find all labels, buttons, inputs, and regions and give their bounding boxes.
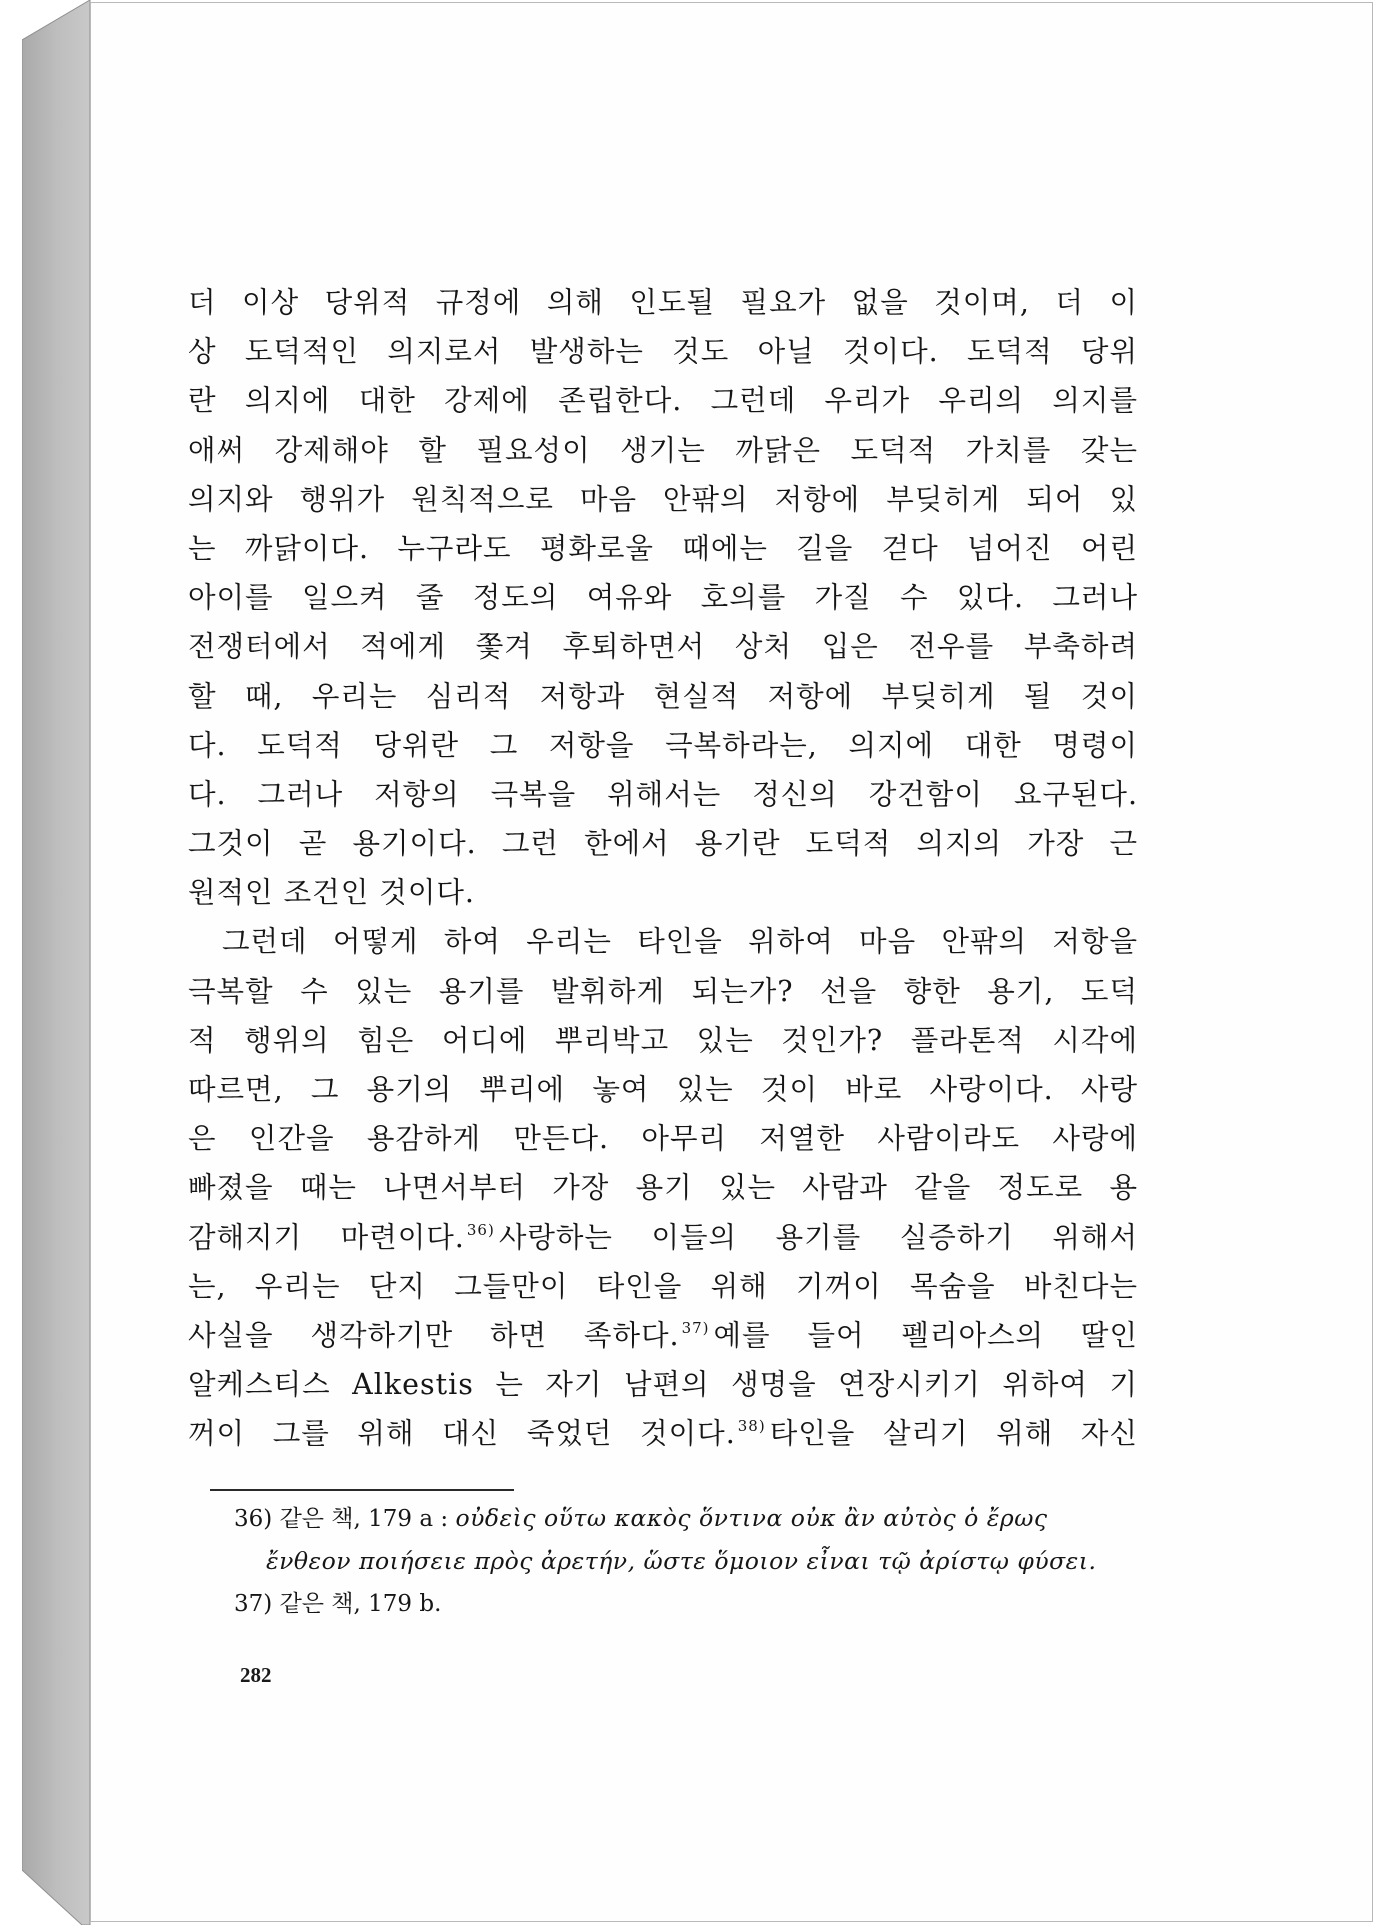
- footnote-36-continuation: [234, 1540, 1134, 1583]
- text-line: 은 인간을 용감하게 만든다. 아무리 저열한 사람이라도 사랑에: [188, 1122, 1138, 1156]
- greek-quote: ἔνθεον ποιήσειε πρὸς ἀρετήν, ὥστε ὅμοιον εἶναι τῷ ἀρίστῳ φύσει.: [266, 1547, 1097, 1575]
- text-segment: 타인을 살리기 위해 자신: [769, 1417, 1138, 1451]
- text-segment: 사랑하는 이들의 용기를 실증하기 위해서: [498, 1220, 1138, 1254]
- text-line: 애써 강제해야 할 필요성이 생기는 까닭은 도덕적 가치를 갖는: [188, 433, 1138, 467]
- footnote-number: 36): [234, 1506, 273, 1532]
- text-line: 란 의지에 대한 강제에 존립한다. 그런데 우리가 우리의 의지를: [188, 384, 1138, 418]
- text-line: 의지와 행위가 원칙적으로 마음 안팎의 저항에 부딪히게 되어 있: [188, 482, 1138, 516]
- footnote-number: 37): [234, 1591, 273, 1617]
- text-segment: 꺼이 그를 위해 대신 죽었던 것이다.: [188, 1417, 736, 1451]
- text-segment: 감해지기 마련이다.: [188, 1220, 465, 1254]
- footnote-37: [234, 1583, 1134, 1625]
- footnote-divider: [210, 1489, 514, 1491]
- footnotes: [234, 1497, 1134, 1625]
- body-text: [188, 278, 1138, 1459]
- text-line: 는, 우리는 단지 그들만이 타인을 위해 기꺼이 목숨을 바친다는: [188, 1269, 1138, 1303]
- text-line: 원적인 조건인 것이다.: [188, 876, 475, 910]
- text-line: 적 행위의 힘은 어디에 뿌리박고 있는 것인가? 플라톤적 시각에: [188, 1023, 1138, 1057]
- text-line: 그런데 어떻게 하여 우리는 타인을 위하여 마음 안팎의 저항을: [222, 925, 1138, 959]
- footnote-citation: 같은 책, 179 a :: [279, 1506, 449, 1532]
- footnote-36: [234, 1497, 1134, 1540]
- text-line: 전쟁터에서 적에게 쫓겨 후퇴하면서 상처 입은 전우를 부축하려: [188, 630, 1138, 664]
- text-line: 빠졌을 때는 나면서부터 가장 용기 있는 사람과 같을 정도로 용: [188, 1171, 1138, 1205]
- text-line: 상 도덕적인 의지로서 발생하는 것도 아닐 것이다. 도덕적 당위: [188, 335, 1138, 369]
- text-line: [188, 1409, 1138, 1458]
- footnote-citation: 같은 책, 179 b.: [279, 1591, 442, 1617]
- text-line: 아이를 일으켜 줄 정도의 여유와 호의를 가질 수 있다. 그러나: [188, 581, 1138, 615]
- book-spine: [22, 0, 92, 1925]
- page-number: 282: [240, 1663, 272, 1687]
- text-line: 더 이상 당위적 규정에 의해 인도될 필요가 없을 것이며, 더 이: [188, 286, 1138, 319]
- footnote-reference: 38): [737, 1417, 766, 1436]
- text-line: 극복할 수 있는 용기를 발휘하게 되는가? 선을 향한 용기, 도덕: [188, 974, 1138, 1008]
- text-line: [188, 1311, 1138, 1360]
- text-line: 그것이 곧 용기이다. 그런 한에서 용기란 도덕적 의지의 가장 근: [188, 827, 1138, 861]
- text-segment: 사실을 생각하기만 하면 족하다.: [188, 1318, 680, 1352]
- text-line: 다. 그러나 저항의 극복을 위해서는 정신의 강건함이 요구된다.: [188, 777, 1138, 811]
- text-line: 알케스티스 Alkestis 는 자기 남편의 생명을 연장시키기 위하여 기: [188, 1368, 1138, 1402]
- text-line: [188, 1213, 1138, 1262]
- text-line: 다. 도덕적 당위란 그 저항을 극복하라는, 의지에 대한 명령이: [188, 728, 1138, 762]
- text-segment: 예를 들어 펠리아스의 딸인: [713, 1318, 1138, 1352]
- greek-quote: οὐδεὶς οὕτω κακὸς ὅντινα οὐκ ἂν αὐτὸς ὁ ἔρως: [455, 1504, 1048, 1532]
- text-line: 할 때, 우리는 심리적 저항과 현실적 저항에 부딪히게 될 것이: [188, 679, 1138, 713]
- footnote-reference: 36): [466, 1220, 495, 1239]
- text-line: 따르면, 그 용기의 뿌리에 놓여 있는 것이 바로 사랑이다. 사랑: [188, 1073, 1138, 1106]
- text-line: 는 까닭이다. 누구라도 평화로울 때에는 길을 걷다 넘어진 어린: [188, 531, 1138, 565]
- footnote-reference: 37): [681, 1318, 710, 1337]
